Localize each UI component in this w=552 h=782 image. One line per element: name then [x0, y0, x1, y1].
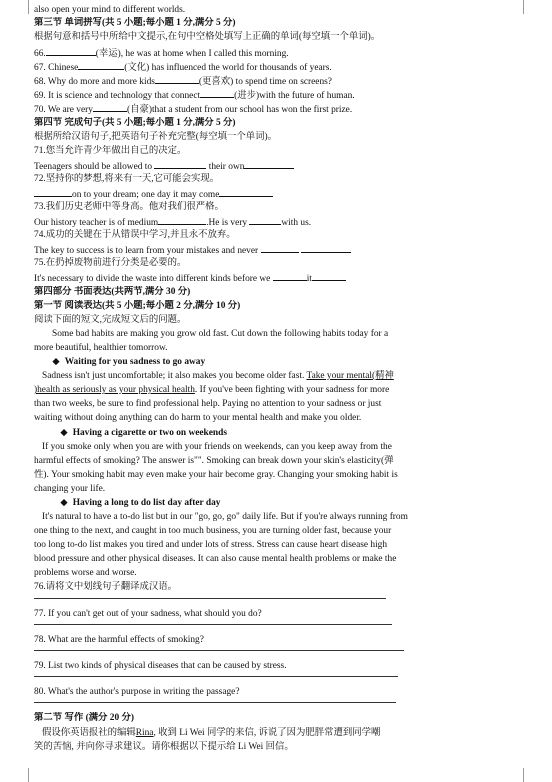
- question-68: 68. Why do more and more kids (更喜欢) to spend time on screens?: [34, 74, 512, 89]
- passage-paragraph: )health as seriously as your physical health. If you've been fighting with your sadness for more: [34, 385, 390, 395]
- passage-paragraph: problems worse and worse.: [34, 568, 137, 578]
- text-line: also open your mind to different worlds.: [34, 5, 186, 15]
- passage-paragraph: If you smoke only when you are with your friends on weekends, can you keep away from the: [42, 442, 392, 452]
- passage-paragraph: one thing to the next, and caught in too much business, you are turning older fast, because your: [34, 526, 392, 536]
- part-title: 第四部分 书面表达(共两节,满分 30 分): [34, 287, 191, 297]
- answer-line[interactable]: [34, 702, 396, 703]
- passage-heading: ◆ Having a long to do list day after day: [60, 498, 221, 508]
- passage-paragraph: changing your life.: [34, 484, 106, 494]
- answer-line[interactable]: [34, 676, 398, 677]
- question-75: It's necessary to divide the waste into different kinds before we it: [34, 271, 512, 286]
- underlined-sentence: )health as seriously as your physical health: [34, 385, 195, 395]
- question-75-chinese: 75.在扔掉废物前进行分类是必要的。: [34, 258, 187, 268]
- question-66: 66. (幸运), he was at home when I called this morning.: [34, 46, 512, 61]
- crop-mark-top-left: [14, 0, 29, 14]
- writing-prompt: 笑的苦恼, 并向你寻求建议。请你根据以下提示给 Li Wei 回信。: [34, 742, 294, 752]
- question-73-chinese: 73.我们历史老师中等身高。他对我们很严格。: [34, 202, 224, 212]
- question-73: Our history teacher is of medium .He is very with us.: [34, 215, 512, 230]
- diamond-bullet-icon: ◆: [52, 357, 60, 367]
- question-77: 77. If you can't get out of your sadness, what should you do?: [34, 609, 262, 619]
- underlined-sentence: Take your mental(精神: [306, 371, 394, 381]
- passage-paragraph: Sadness isn't just uncomfortable; it also makes you become older fast. Take your mental(精神: [42, 371, 394, 381]
- answer-line[interactable]: [34, 624, 392, 625]
- question-74-chinese: 74.成功的关键在于从错误中学习,并且永不放弃。: [34, 230, 236, 240]
- question-69: 69. It is science and technology that connect (进步)with the future of human.: [34, 88, 512, 103]
- passage-paragraph: 性). Your smoking habit may even make your hair become gray. Changing your smoking habit is: [34, 470, 398, 480]
- question-80: 80. What's the author's purpose in writing the passage?: [34, 687, 240, 697]
- diamond-bullet-icon: ◆: [60, 428, 68, 438]
- question-79: 79. List two kinds of physical diseases that can be caused by stress.: [34, 661, 287, 671]
- answer-line[interactable]: [34, 598, 386, 599]
- passage-intro: more beautiful, healthier tomorrow.: [34, 343, 168, 353]
- question-76: 76.请将文中划线句子翻译成汉语。: [34, 582, 177, 592]
- passage-paragraph: too long to-do list makes you tired and under lots of stress. Stress can cause heart disease high: [34, 540, 388, 550]
- question-74: The key to success is to learn from your mistakes and never: [34, 243, 512, 258]
- instruction: 阅读下面的短文,完成短文后的问题。: [34, 315, 187, 325]
- passage-paragraph: than two weeks, be sure to find professional help. Paying no attention to your sadness or just: [34, 399, 382, 409]
- writing-prompt: 假设你英语报社的编辑Rina, 收到 Li Wei 同学的来信, 诉说了因为肥胖常遭到同学嘲: [42, 728, 381, 738]
- question-72: on to your dream; one day it may come: [34, 187, 512, 202]
- question-71-chinese: 71.您当允许青少年做出自己的决定。: [34, 146, 187, 156]
- passage-paragraph: It's natural to have a to-do list but in our "go, go, go" daily life. But if you're always running from: [42, 512, 408, 522]
- question-78: 78. What are the harmful effects of smoking?: [34, 635, 204, 645]
- section-title: 第一节 阅读表达(共 5 小题;每小题 2 分,满分 10 分): [34, 301, 241, 311]
- crop-mark-bottom-left: [14, 768, 29, 782]
- passage-paragraph: waiting without doing anything can do harm to your mental health and make you older.: [34, 413, 362, 423]
- section-title: 第三节 单词拼写(共 5 小题;每小题 1 分,满分 5 分): [34, 18, 236, 28]
- instruction: 根据所给汉语句子,把英语句子补充完整(每空填一个单词)。: [34, 132, 277, 142]
- answer-line[interactable]: [34, 650, 404, 651]
- passage-intro: Some bad habits are making you grow old fast. Cut down the following habits today for a: [52, 329, 389, 339]
- question-72-chinese: 72.坚持你的梦想,将来有一天,它可能会实现。: [34, 174, 220, 184]
- crop-mark-top-right: [523, 0, 538, 14]
- passage-heading: ◆ Having a cigarette or two on weekends: [60, 428, 228, 438]
- section-title: 第四节 完成句子(共 5 小题;每小题 1 分,满分 5 分): [34, 118, 236, 128]
- diamond-bullet-icon: ◆: [60, 498, 68, 508]
- crop-mark-bottom-right: [523, 768, 538, 782]
- passage-paragraph: blood pressure and other physical diseases. It can also cause mental health problems or make the: [34, 554, 397, 564]
- question-71: Teenagers should be allowed to their own: [34, 159, 512, 174]
- passage-heading: ◆ Waiting for you sadness to go away: [52, 357, 206, 367]
- instruction: 根据句意和括号中所给中文提示,在句中空格处填写上正确的单词(每空填一个单词)。: [34, 32, 381, 42]
- passage-paragraph: harmful effects of smoking? The answer is"". Smoking can break down your skin's elasticity(弹: [34, 456, 394, 466]
- question-70: 70. We are very (自豪)that a student from our school has won the first prize.: [34, 102, 512, 117]
- section-title: 第二节 写作 (满分 20 分): [34, 713, 134, 723]
- question-67: 67. Chinese (文化) has influenced the world for thousands of years.: [34, 60, 512, 75]
